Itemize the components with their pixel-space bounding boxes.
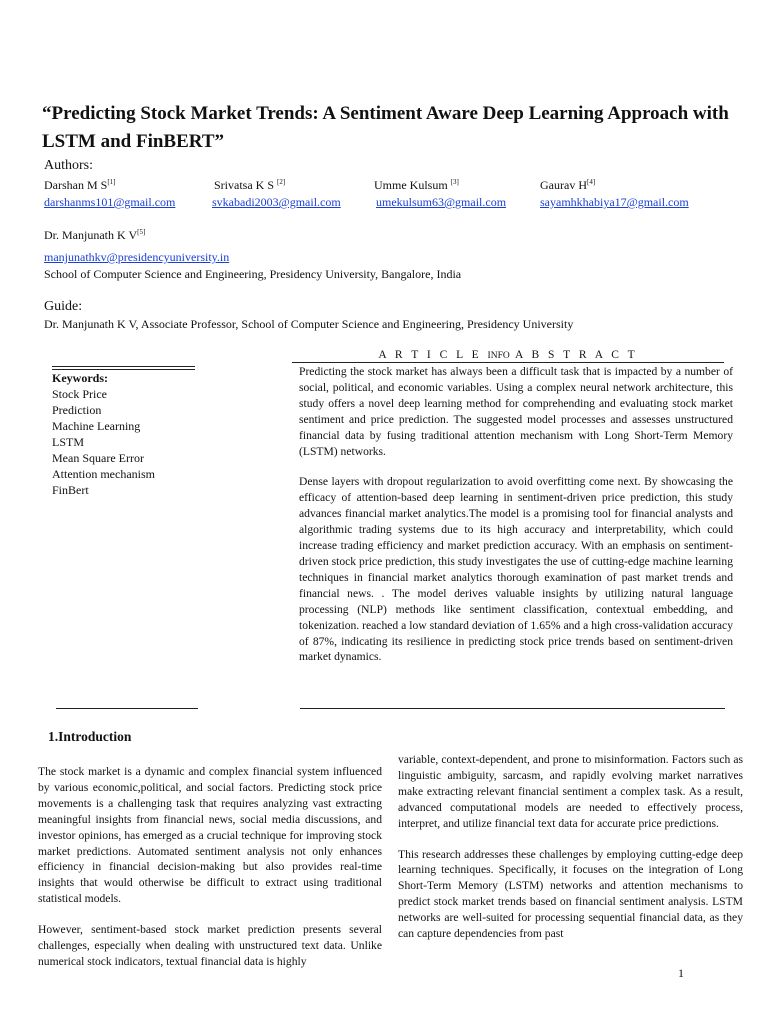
keywords-rule-top-1	[52, 366, 195, 367]
author-email-4[interactable]: sayamhkhabiya17@gmail.com	[540, 195, 689, 209]
author-email-3[interactable]: umekulsum63@gmail.com	[376, 195, 507, 209]
keywords-label: Keywords:	[52, 371, 108, 385]
keyword-item: Stock Price	[52, 387, 107, 401]
author-name-4: Gaurav H[4]	[540, 178, 596, 192]
keyword-item: Mean Square Error	[52, 451, 144, 465]
guide-label: Guide:	[44, 299, 83, 314]
intro-paragraph: This research addresses these challenges by employing cutting-edge deep learning techniques. Specifically, it focuses on the integration of Long Short-Term Memory (LSTM) networks and attention mechanisms to predict stock market trends based on financial sentiment analysis. LSTM networks are well-suited for processing sequential financial data, as they can capture dependencies from past	[398, 847, 743, 941]
abstract-paragraph-1: Predicting the stock market has always been a difficult task that is impacted by a number of social, political, and economic variables. Using a complex neural network architecture, this study offers a novel deep learning method for comprehending and evaluating stock market sentiment and price prediction. The suggested model processes and assesses unstructured financial data by fusing traditional attention mechanism with Long Short-Term Memory (LSTM) networks.	[299, 365, 733, 458]
intro-paragraph: The stock market is a dynamic and complex financial system influenced by various economic,political, and social factors. Predicting stock price movements is a challenging task that requires analyzing vast extracting meaningful insights from financial news, social media discussions, and investor opinions, has emerged as a crucial technique for improving stock market predictions. Automated sentiment analysis not only enhances efficiency in financial decision-making but also provides real-time insights that would otherwise be difficult to extract using traditional statistical models.	[38, 765, 382, 906]
keywords-rule-bottom	[56, 708, 198, 709]
author-name-3: Umme Kulsum [3]	[374, 178, 459, 192]
author-email-1[interactable]: darshanms101@gmail.com	[44, 195, 176, 209]
abstract-rule-top	[292, 362, 724, 363]
affiliation: School of Computer Science and Engineering, Presidency University, Bangalore, India	[44, 267, 462, 281]
authors-label: Authors:	[44, 158, 93, 173]
author-email-2[interactable]: svkabadi2003@gmail.com	[212, 195, 341, 209]
guide-text: Dr. Manjunath K V, Associate Professor, School of Computer Science and Engineering, Presidency University	[44, 317, 574, 331]
keyword-item: Machine Learning	[52, 419, 141, 433]
author-name-2: Srivatsa K S [2]	[214, 178, 286, 192]
author-email-5[interactable]: manjunathkv@presidencyuniversity.in	[44, 250, 230, 264]
abstract	[299, 364, 733, 680]
page-number: 1	[678, 966, 684, 980]
intro-right-column	[398, 752, 743, 957]
keyword-item: FinBert	[52, 483, 89, 497]
keywords-box	[52, 370, 202, 498]
abstract-rule-bottom	[300, 708, 725, 709]
abstract-paragraph-2: Dense layers with dropout regularization to avoid overfitting come next. By showcasing the efficacy of attention-based deep learning in sentiment-driven price prediction, this study advances financial market analytics.The model is a promising tool for financial analysts and algorithmic trading systems due to its high accuracy and interpretability, which could increase trading efficiency and market prediction accuracy. With an emphasis on sentiment-driven stock price prediction, this study investigates the use of cutting-edge machine learning techniques in financial market analytics thorough examination of past market trends and financial news. . The model derives valuable insights by utilizing natural language processing (NLP) methods like sentiment classification, contextual embedding, and tokenization. reached a low standard deviation of 1.65% and a high cross-validation accuracy of 87%, indicating its resilience in predicting stock price trends based on sentiment-driven market dynamics.	[299, 475, 733, 664]
keyword-item: Prediction	[52, 403, 102, 417]
intro-paragraph: However, sentiment-based stock market prediction presents several challenges, especially when dealing with unstructured text data. Unlike numerical stock indicators, textual financial data is highly	[38, 923, 382, 968]
section-heading-introduction: 1.Introduction	[48, 729, 132, 744]
intro-paragraph: variable, context-dependent, and prone to misinformation. Factors such as linguistic ambiguity, sarcasm, and rapidly evolving market narratives make extracting relevant financial sentiment a complex task. As a result, advanced computational models are needed to effectively process, interpret, and utilize financial text data for accurate price predictions.	[398, 753, 743, 830]
keyword-item: Attention mechanism	[52, 467, 155, 481]
intro-left-column	[38, 764, 382, 985]
author-name-5: Dr. Manjunath K V[5]	[44, 228, 146, 242]
article-info-heading: A R T I C L E INFO A B S T R A C T	[378, 349, 638, 361]
author-name-1: Darshan M S[1]	[44, 178, 116, 192]
keyword-item: LSTM	[52, 435, 85, 449]
paper-title: “Predicting Stock Market Trends: A Sentiment Aware Deep Learning Approach with LSTM and FinBERT”	[42, 103, 729, 152]
